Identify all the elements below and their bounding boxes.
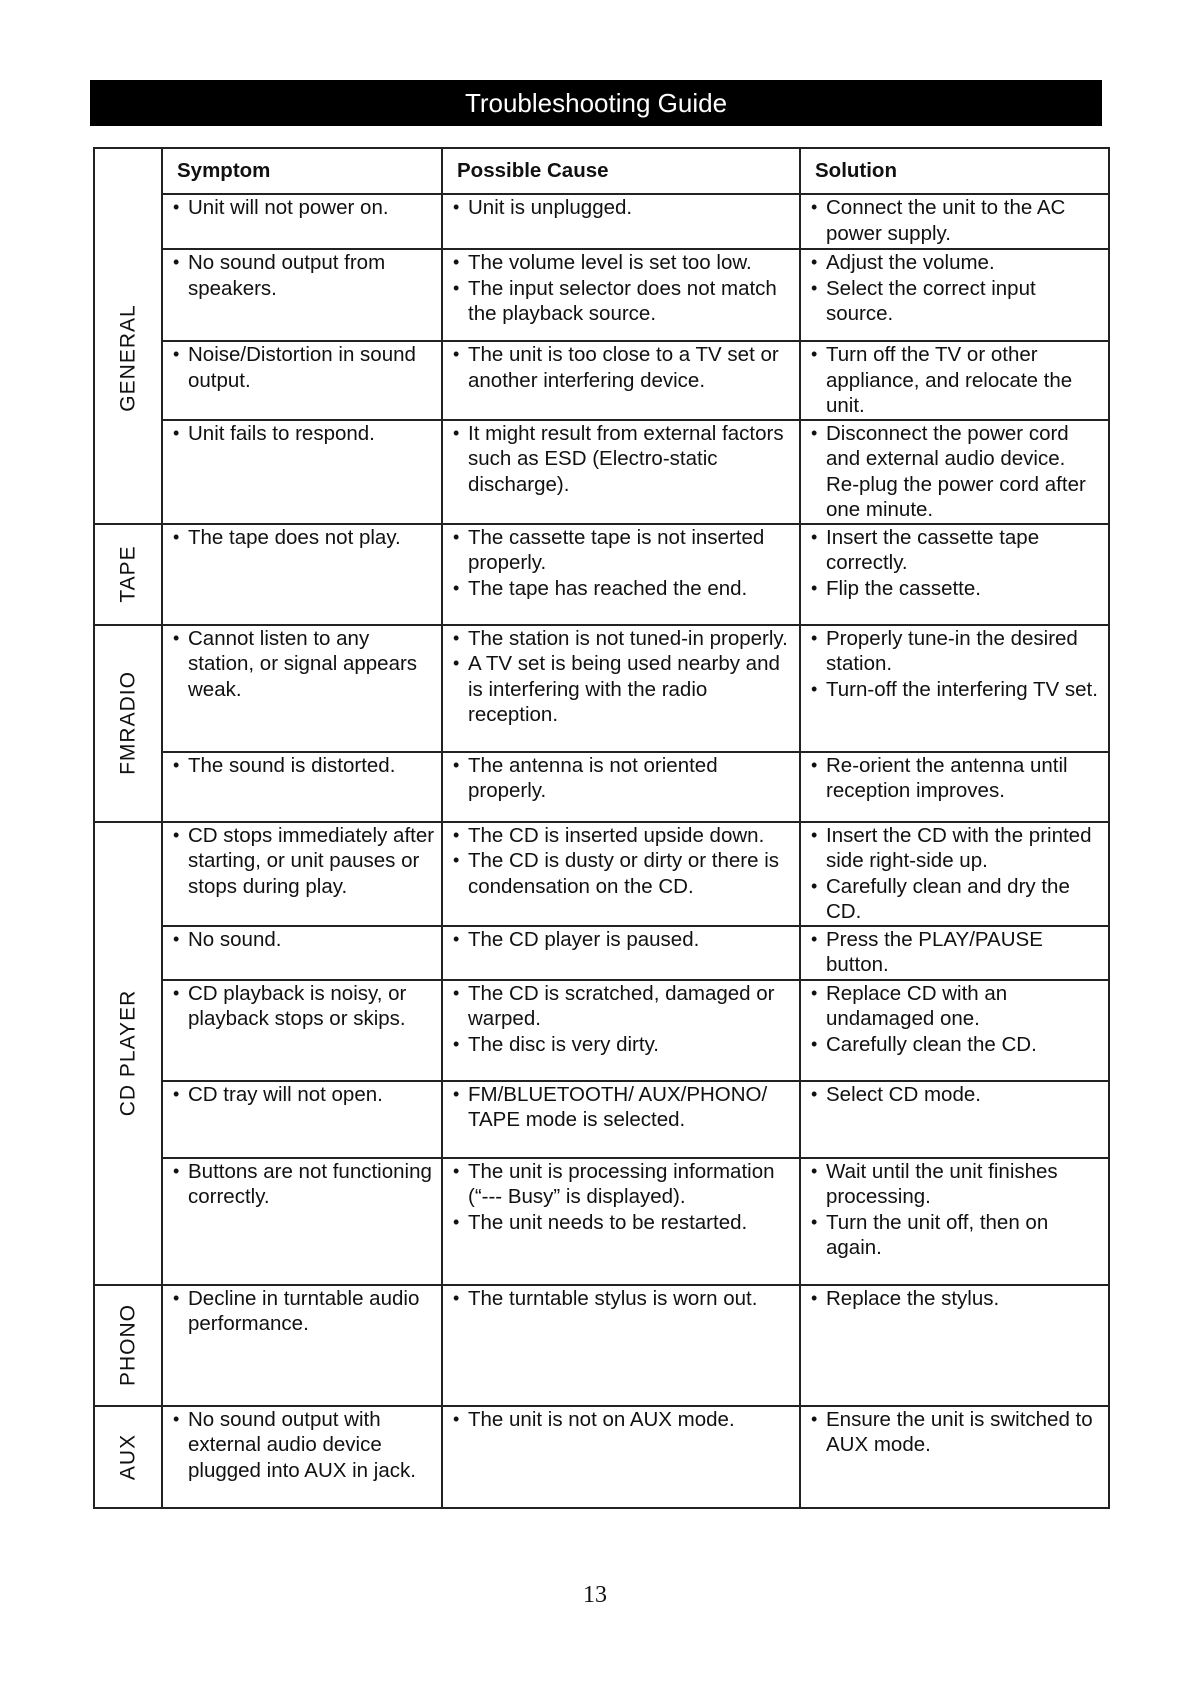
symptom-cell	[162, 524, 442, 625]
cause-item: • The station is not tuned-in properly.	[453, 626, 793, 652]
category-cell	[94, 1285, 162, 1406]
solution-item: • Select the correct input source.	[811, 276, 1102, 327]
symptom-cell	[162, 822, 442, 926]
category-label: PHONO	[116, 1303, 140, 1387]
solution-list	[811, 195, 1102, 246]
category-label: CD PLAYER	[116, 989, 140, 1117]
cause-cell	[442, 1081, 800, 1158]
symptom-list	[173, 421, 435, 447]
table-row	[94, 1158, 1109, 1285]
cause-list	[453, 250, 793, 327]
solution-list	[811, 1159, 1102, 1261]
symptom-list	[173, 927, 435, 953]
solution-cell	[800, 194, 1109, 249]
cause-item: • The turntable stylus is worn out.	[453, 1286, 793, 1312]
cause-cell	[442, 926, 800, 980]
cause-item: • It might result from external factors such as ESD (Electro-static discharge).	[453, 421, 793, 498]
symptom-list	[173, 1286, 435, 1337]
solution-cell	[800, 420, 1109, 524]
table-row	[94, 420, 1109, 524]
solution-item: • Replace CD with an undamaged one.	[811, 981, 1102, 1032]
solution-cell	[800, 341, 1109, 420]
solution-item: • Wait until the unit finishes processing.	[811, 1159, 1102, 1210]
cause-cell	[442, 249, 800, 341]
solution-list	[811, 753, 1102, 804]
cause-item: • The unit is not on AUX mode.	[453, 1407, 793, 1433]
symptom-item: • The tape does not play.	[173, 525, 435, 551]
solution-list	[811, 421, 1102, 523]
solution-item: • Press the PLAY/PAUSE button.	[811, 927, 1102, 978]
category-cell	[94, 1406, 162, 1508]
solution-item: • Replace the stylus.	[811, 1286, 1102, 1312]
solution-item: • Ensure the unit is switched to AUX mode.	[811, 1407, 1102, 1458]
cause-list	[453, 195, 793, 221]
category-label: GENERAL	[116, 304, 140, 412]
solution-item: • Disconnect the power cord and external audio device. Re-plug the power cord after one minute.	[811, 421, 1102, 523]
symptom-item: • Unit will not power on.	[173, 195, 435, 221]
table-row	[94, 249, 1109, 341]
cause-item: • The disc is very dirty.	[453, 1032, 793, 1058]
symptom-item: • CD tray will not open.	[173, 1082, 435, 1108]
symptom-list	[173, 250, 435, 301]
solution-item: • Re-orient the antenna until reception improves.	[811, 753, 1102, 804]
cause-item: • The CD is dusty or dirty or there is condensation on the CD.	[453, 848, 793, 899]
symptom-cell	[162, 926, 442, 980]
symptom-list	[173, 753, 435, 779]
cause-item: • The input selector does not match the playback source.	[453, 276, 793, 327]
cause-list	[453, 823, 793, 900]
cause-cell	[442, 1158, 800, 1285]
cause-cell	[442, 524, 800, 625]
table-row	[94, 752, 1109, 822]
symptom-cell	[162, 194, 442, 249]
solution-list	[811, 1286, 1102, 1312]
table-row	[94, 980, 1109, 1081]
cause-item: • The volume level is set too low.	[453, 250, 793, 276]
solution-list	[811, 981, 1102, 1058]
solution-cell	[800, 249, 1109, 341]
cause-cell	[442, 822, 800, 926]
solution-list	[811, 342, 1102, 419]
symptom-cell	[162, 249, 442, 341]
symptom-item: • CD playback is noisy, or playback stops or skips.	[173, 981, 435, 1032]
cause-item: • The CD is scratched, damaged or warped.	[453, 981, 793, 1032]
symptom-cell	[162, 1285, 442, 1406]
solution-item: • Connect the unit to the AC power supply.	[811, 195, 1102, 246]
table-row	[94, 625, 1109, 752]
header-row	[94, 148, 1109, 194]
cause-list	[453, 753, 793, 804]
solution-header: Solution	[800, 148, 1109, 194]
symptom-list	[173, 981, 435, 1032]
cause-cell	[442, 1285, 800, 1406]
cause-list	[453, 1159, 793, 1236]
symptom-header: Symptom	[162, 148, 442, 194]
cause-cell	[442, 625, 800, 752]
solution-cell	[800, 625, 1109, 752]
table-row	[94, 194, 1109, 249]
symptom-list	[173, 1407, 435, 1484]
solution-cell	[800, 524, 1109, 625]
cause-cell	[442, 194, 800, 249]
solution-item: • Flip the cassette.	[811, 576, 1102, 602]
symptom-cell	[162, 341, 442, 420]
category-cell	[94, 194, 162, 524]
category-cell	[94, 822, 162, 1285]
solution-list	[811, 1407, 1102, 1458]
symptom-item: • Cannot listen to any station, or signal appears weak.	[173, 626, 435, 703]
solution-list	[811, 823, 1102, 925]
solution-list	[811, 250, 1102, 327]
symptom-item: • No sound output from speakers.	[173, 250, 435, 301]
solution-item: • Carefully clean the CD.	[811, 1032, 1102, 1058]
cause-item: • The tape has reached the end.	[453, 576, 793, 602]
symptom-cell	[162, 625, 442, 752]
cause-list	[453, 1407, 793, 1433]
solution-cell	[800, 1158, 1109, 1285]
symptom-list	[173, 1159, 435, 1210]
symptom-list	[173, 525, 435, 551]
cause-item: • The unit is processing information (“--- Busy” is displayed).	[453, 1159, 793, 1210]
table-row	[94, 822, 1109, 926]
solution-list	[811, 626, 1102, 703]
cause-item: • The CD player is paused.	[453, 927, 793, 953]
page-title	[90, 80, 1102, 126]
cause-list	[453, 927, 793, 953]
solution-cell	[800, 822, 1109, 926]
table-row	[94, 524, 1109, 625]
solution-cell	[800, 1081, 1109, 1158]
title-text: Troubleshooting Guide	[464, 87, 728, 118]
solution-item: • Insert the cassette tape correctly.	[811, 525, 1102, 576]
cause-list	[453, 626, 793, 728]
category-label: FMRADIO	[116, 671, 140, 775]
symptom-cell	[162, 420, 442, 524]
solution-item: • Turn-off the interfering TV set.	[811, 677, 1102, 703]
cause-list	[453, 1082, 793, 1133]
symptom-cell	[162, 1406, 442, 1508]
solution-list	[811, 525, 1102, 602]
solution-item: • Turn the unit off, then on again.	[811, 1210, 1102, 1261]
table-row	[94, 1081, 1109, 1158]
cause-item: • The CD is inserted upside down.	[453, 823, 793, 849]
symptom-item: • The sound is distorted.	[173, 753, 435, 779]
page-number: 13	[583, 1582, 607, 1608]
cause-cell	[442, 980, 800, 1081]
cause-item: • A TV set is being used nearby and is interfering with the radio reception.	[453, 651, 793, 728]
troubleshooting-table	[93, 147, 1110, 1509]
solution-list	[811, 927, 1102, 978]
symptom-list	[173, 195, 435, 221]
cause-item: • Unit is unplugged.	[453, 195, 793, 221]
symptom-list	[173, 1082, 435, 1108]
solution-item: • Select CD mode.	[811, 1082, 1102, 1108]
cause-list	[453, 342, 793, 393]
category-label: TAPE	[116, 545, 140, 603]
symptom-cell	[162, 752, 442, 822]
cause-item: • The antenna is not oriented properly.	[453, 753, 793, 804]
table-row	[94, 1285, 1109, 1406]
category-cell	[94, 625, 162, 822]
category-header-cell	[94, 148, 162, 194]
symptom-item: • Buttons are not functioning correctly.	[173, 1159, 435, 1210]
symptom-item: • No sound.	[173, 927, 435, 953]
symptom-cell	[162, 980, 442, 1081]
cause-cell	[442, 752, 800, 822]
cause-cell	[442, 341, 800, 420]
solution-cell	[800, 1285, 1109, 1406]
solution-item: • Insert the CD with the printed side right-side up.	[811, 823, 1102, 874]
solution-list	[811, 1082, 1102, 1108]
cause-item: • The unit needs to be restarted.	[453, 1210, 793, 1236]
table-row	[94, 926, 1109, 980]
solution-cell	[800, 1406, 1109, 1508]
symptom-list	[173, 626, 435, 703]
cause-list	[453, 525, 793, 602]
cause-item: • The unit is too close to a TV set or another interfering device.	[453, 342, 793, 393]
cause-list	[453, 421, 793, 498]
solution-cell	[800, 752, 1109, 822]
category-label: AUX	[116, 1433, 140, 1480]
solution-item: • Carefully clean and dry the CD.	[811, 874, 1102, 925]
cause-item: • FM/BLUETOOTH/ AUX/PHONO/ TAPE mode is selected.	[453, 1082, 793, 1133]
symptom-cell	[162, 1158, 442, 1285]
cause-cell	[442, 1406, 800, 1508]
category-cell	[94, 524, 162, 625]
cause-list	[453, 1286, 793, 1312]
solution-cell	[800, 926, 1109, 980]
solution-item: • Adjust the volume.	[811, 250, 1102, 276]
symptom-list	[173, 342, 435, 393]
symptom-list	[173, 823, 435, 900]
symptom-item: • No sound output with external audio device plugged into AUX in jack.	[173, 1407, 435, 1484]
symptom-cell	[162, 1081, 442, 1158]
solution-cell	[800, 980, 1109, 1081]
cause-item: • The cassette tape is not inserted properly.	[453, 525, 793, 576]
symptom-item: • Unit fails to respond.	[173, 421, 435, 447]
solution-item: • Turn off the TV or other appliance, and relocate the unit.	[811, 342, 1102, 419]
symptom-item: • Noise/Distortion in sound output.	[173, 342, 435, 393]
cause-list	[453, 981, 793, 1058]
symptom-item: • CD stops immediately after starting, or unit pauses or stops during play.	[173, 823, 435, 900]
table-row	[94, 1406, 1109, 1508]
cause-cell	[442, 420, 800, 524]
cause-header: Possible Cause	[442, 148, 800, 194]
symptom-item: • Decline in turntable audio performance.	[173, 1286, 435, 1337]
solution-item: • Properly tune-in the desired station.	[811, 626, 1102, 677]
table-row	[94, 341, 1109, 420]
